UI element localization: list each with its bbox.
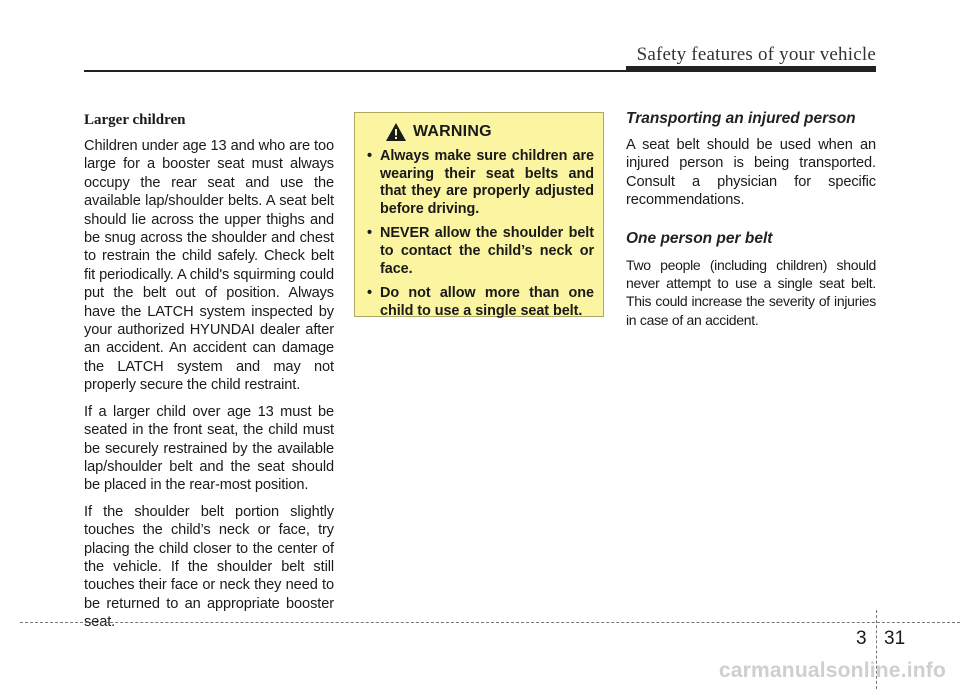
left-column xyxy=(84,112,334,640)
paragraph: Children under age 13 and who are too large for a booster seat must always occupy the rear seat and use the available lap/shoulder belts. A seat belt should lie across the upper thighs and be snug across the shoulder and chest to restrain the child safely. Check belt fit periodically. A child's squirming could put the belt out of position. Always have the LATCH system inspected by your authorized HYUNDAI dealer after an accident. An accident can damage the LATCH system and may not properly secure the child restraint. xyxy=(84,138,334,394)
injured-person-heading: Transporting an injured person xyxy=(626,110,856,127)
warning-list xyxy=(367,148,594,320)
bullet: • xyxy=(367,225,372,242)
header-rule-accent xyxy=(626,66,876,72)
bullet: • xyxy=(367,148,372,164)
right-column xyxy=(626,110,876,337)
bullet: • xyxy=(367,285,372,302)
chapter-number: 3 xyxy=(856,628,867,649)
warning-title: WARNING xyxy=(413,123,492,140)
larger-children-heading: Larger children xyxy=(84,112,186,128)
warning-item-text: Do not allow more than one child to use a single seat belt. xyxy=(380,285,594,319)
one-person-text: Two people (including children) should never attempt to use a single seat belt. This could increase the severity of injuries in case of an accident. xyxy=(626,256,876,328)
warning-item-text: NEVER allow the shoulder belt to contact the child’s neck or face. xyxy=(380,225,594,277)
warning-item xyxy=(367,225,594,278)
footer-divider xyxy=(20,622,960,623)
warning-triangle-icon xyxy=(385,122,407,142)
paragraph: If a larger child over age 13 must be seated in the front seat, the child must be securely restrained by the available lap/shoulder belt and the seat should be placed in the rear-most position. xyxy=(84,403,334,494)
warning-item xyxy=(367,285,594,320)
injured-person-text: A seat belt should be used when an injured person is being transported. Consult a physician for specific recommendations. xyxy=(626,137,876,209)
warning-box xyxy=(354,112,604,317)
warning-item-text: Always make sure children are wearing their seat belts and that they are properly adjusted before driving. xyxy=(380,148,594,217)
one-person-heading: One person per belt xyxy=(626,229,773,247)
watermark: carmanualsonline.info xyxy=(718,659,946,682)
warning-header xyxy=(385,122,594,142)
warning-item xyxy=(367,148,594,218)
page-number: 31 xyxy=(884,628,906,649)
header-title: Safety features of your vehicle xyxy=(636,44,876,65)
paragraph: If the shoulder belt portion slightly touches the child’s neck or face, try placing the child closer to the center of the vehicle. If the shoulder belt still touches their face or neck they need to be returned to an appropriate booster seat. xyxy=(84,503,334,631)
